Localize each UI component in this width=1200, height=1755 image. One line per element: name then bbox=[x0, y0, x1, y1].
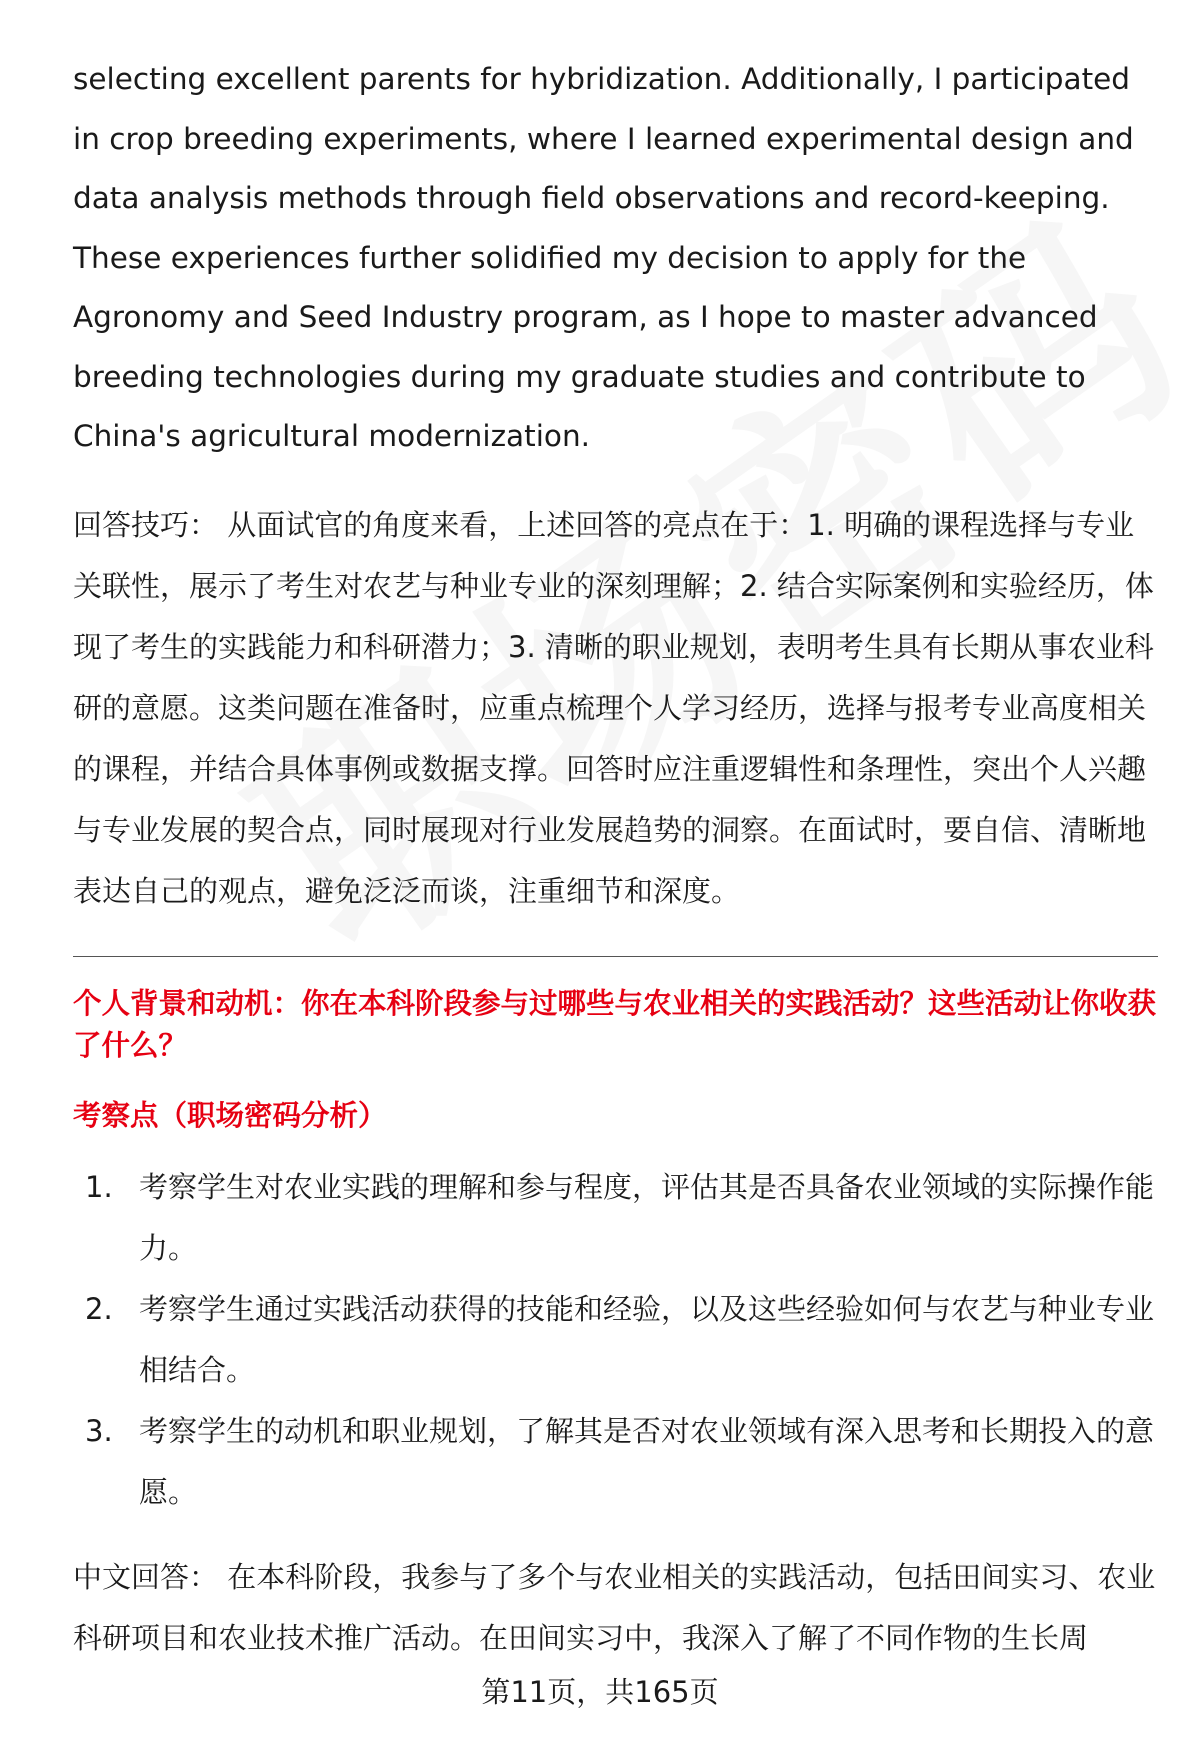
assessment-points-list bbox=[73, 1157, 1158, 1523]
section-divider bbox=[73, 956, 1158, 957]
chinese-answer-paragraph: 中文回答： 在本科阶段，我参与了多个与农业相关的实践活动，包括田间实习、农业科研项目和农业技术推广活动。在田间实习中，我深入了解了不同作物的生长周 bbox=[73, 1559, 1156, 1655]
list-item-text: 考察学生对农业实践的理解和参与程度，评估其是否具备农业领域的实际操作能力。 bbox=[139, 1169, 1155, 1265]
list-item-number: 1. bbox=[85, 1169, 113, 1204]
list-item bbox=[73, 1279, 1158, 1401]
english-answer-paragraph: selecting excellent parents for hybridization. Additionally, I participated in crop breeding experiments, where I learned experimental design and data analysis methods through field observations and record-keeping. These experiences further solidified my decision to apply for the Agronomy and Seed Industry program, as I hope to master advanced breeding technologies during my graduate studies and contribute to China's agricultural modernization. bbox=[73, 62, 1134, 453]
list-item-number: 3. bbox=[85, 1413, 113, 1448]
list-item-number: 2. bbox=[85, 1291, 113, 1326]
list-item-text: 考察学生的动机和职业规划，了解其是否对农业领域有深入思考和长期投入的意愿。 bbox=[139, 1413, 1155, 1509]
list-item bbox=[73, 1401, 1158, 1523]
document-page bbox=[73, 50, 1158, 1669]
list-item-text: 考察学生通过实践活动获得的技能和经验，以及这些经验如何与农艺与种业专业相结合。 bbox=[139, 1291, 1155, 1387]
interview-question: 个人背景和动机：你在本科阶段参与过哪些与农业相关的实践活动？这些活动让你收获了什么？ bbox=[73, 986, 1157, 1062]
page-footer: 第11页，共165页 bbox=[481, 1675, 719, 1709]
list-item bbox=[73, 1157, 1158, 1279]
assessment-points-title: 考察点（职场密码分析） bbox=[73, 1098, 387, 1132]
answer-tips-paragraph: 回答技巧： 从面试官的角度来看，上述回答的亮点在于：1. 明确的课程选择与专业关联性，展示了考生对农艺与种业专业的深刻理解；2. 结合实际案例和实验经历，体现了考生的实践能力和科研潜力；3. 清晰的职业规划，表明考生具有长期从事农业科研的意愿。这类问题在准备时，应重点梳理个人学习经历，选择与报考专业高度相关的课程，并结合具体事例或数据支撑。回答时应注重逻辑性和条理性，突出个人兴趣与专业发展的契合点，同时展现对行业发展趋势的洞察。在面试时，要自信、清晰地表达自己的观点，避免泛泛而谈，注重细节和深度。 bbox=[73, 507, 1154, 908]
